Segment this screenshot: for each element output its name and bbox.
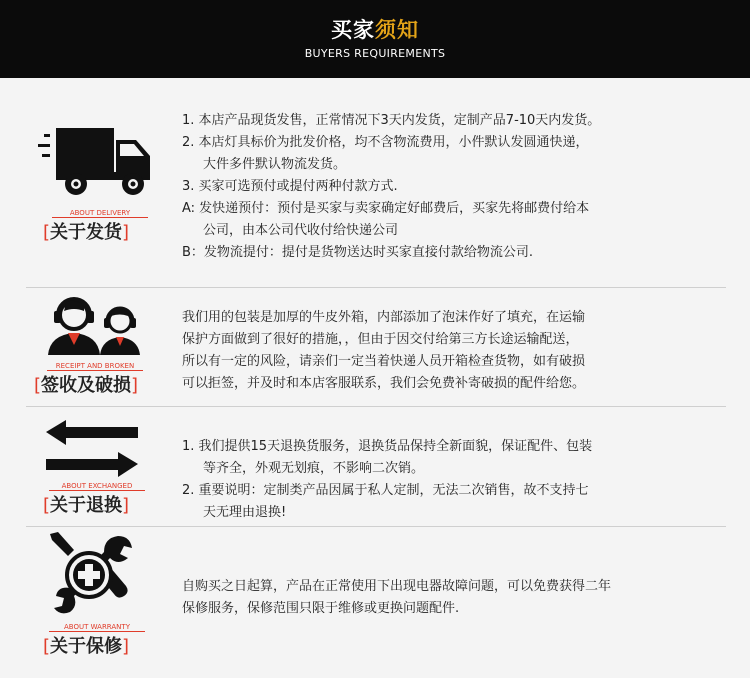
text-line: 3. 买家可选预付或提付两种付款方式. [182,179,398,194]
text-line: 等齐全，外观无划痕，不影响二次销。 [203,461,425,476]
text-line: 1. 我们提供15天退换货服务，退换货品保持全新面貌，保证配件、包装 [182,439,593,454]
text-line: 保护方面做到了很好的措施，，但由于因交付给第三方长途运输配送， [182,332,579,347]
header-banner [0,0,750,78]
section-text [182,307,585,395]
text-line: 1. 本店产品现货发售，正常情况下3天内发货，定制产品7-10天内发货。 [182,113,601,128]
text-line: 2. 本店灯具标价为批发价格，均不含物流费用，小件默认发圆通快递， [182,135,589,150]
section-label-cn: [关于保修] [43,636,130,657]
section-label-en: RECEIPT AND BROKEN [55,362,135,370]
section-divider [26,406,726,407]
text-line: 大件多件默认物流发货。 [203,157,347,172]
text-line: 自购买之日起算，产品在正常使用下出现电器故障问题，可以免费获得二年 [182,579,612,594]
exchange-arrows-icon [44,420,140,478]
section-label-en: ABOUT EXCHANGED [61,482,133,490]
section-text [182,576,611,620]
section-label-en: ABOUT DELIVERY [69,209,131,217]
repair-tools-icon [44,530,134,618]
section-divider [26,526,726,527]
section-text [182,436,592,524]
title-main: 买家 [331,18,375,42]
text-line: 天无理由退换! [203,505,287,520]
section-divider [26,287,726,288]
page-subtitle: BUYERS REQUIREMENTS [304,47,446,60]
section-text [182,110,600,264]
text-line: 2. 重要说明：定制类产品因属于私人定制，无法二次销售，故不支持七 [182,483,589,498]
text-line: B：发物流提付：提付是货物送达时买家直接付款给物流公司. [182,245,534,260]
section-label-cn: [签收及破损] [34,375,139,396]
page-title [0,14,750,44]
truck-icon [36,124,156,198]
text-line: 可以拒签，并及时和本店客服联系，我们会免费补寄破损的配件给您。 [182,376,586,391]
text-line: 保修服务，保修范围只限于维修或更换问题配件. [182,601,460,616]
section-label-cn: [关于发货] [43,222,130,243]
section-label-cn: [关于退换] [43,495,130,516]
text-line: 公司，由本公司代收付给快递公司 [203,223,399,238]
title-accent: 须知 [375,18,419,42]
customer-service-icon [40,293,150,359]
text-line: A: 发快递预付：预付是买家与卖家确定好邮费后，买家先将邮费付给本 [182,201,590,216]
text-line: 所以有一定的风险，请亲们一定当着快递人员开箱检查货物，如有破损 [182,354,586,369]
text-line: 我们用的包装是加厚的牛皮外箱，内部添加了泡沫作好了填充，在运输 [182,310,586,325]
section-label-en: ABOUT WARRANTY [64,623,130,631]
